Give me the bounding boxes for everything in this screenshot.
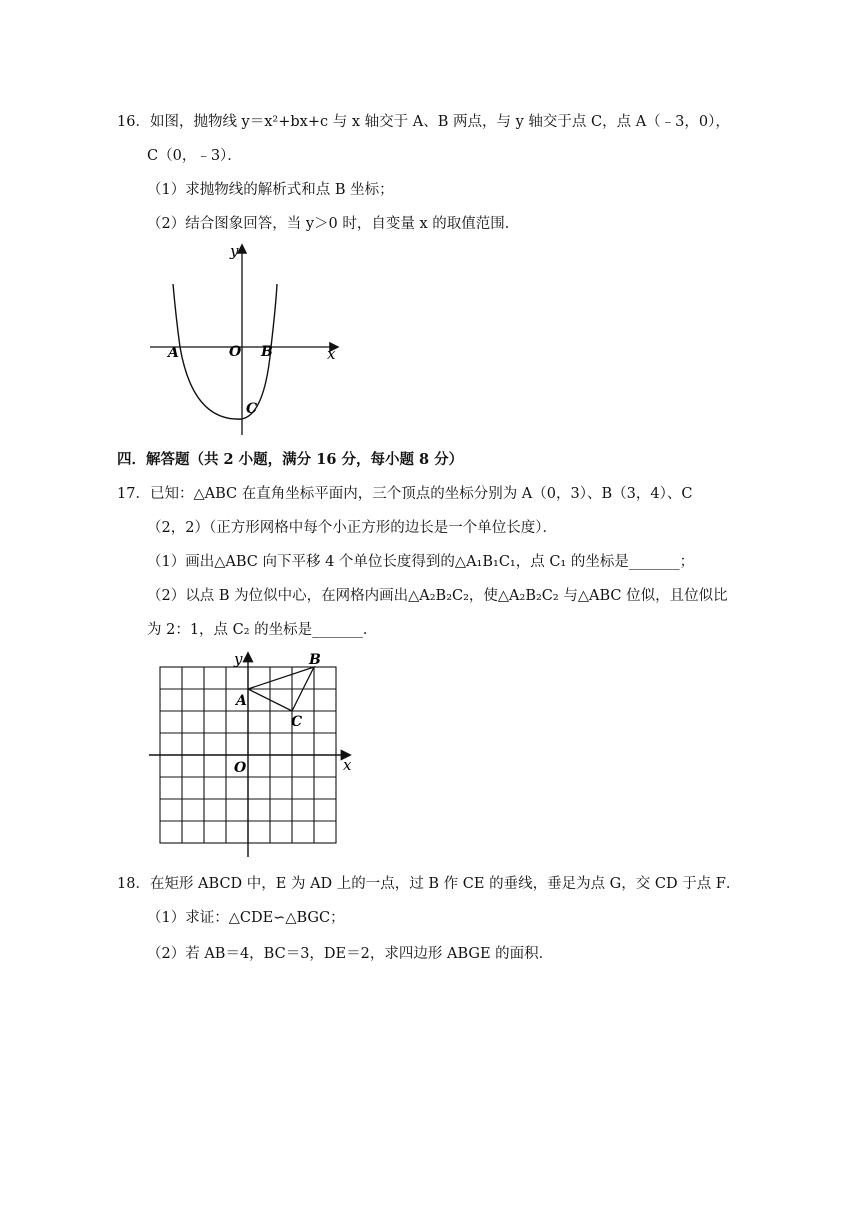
grid-figure (145, 646, 360, 862)
section-heading: 四．解答题（共 2 小题，满分 16 分，每小题 8 分） (117, 451, 464, 468)
q17-part2-line2: 为 2：1，点 C₂ 的坐标是_______． (147, 622, 378, 638)
q16-part2: （2）结合图象回答，当 y＞0 时，自变量 x 的取值范围． (147, 216, 520, 232)
point-c-label: C (246, 401, 258, 417)
origin-label: O (229, 344, 242, 360)
q16-stem-line1: 16．如图，抛物线 y＝x²+bx+c 与 x 轴交于 A、B 两点，与 y 轴交于点 C，点 A（﹣3，0）， (117, 114, 730, 130)
parabola-figure (145, 238, 355, 438)
x-axis-label: x (327, 345, 336, 363)
x-axis-label: x (343, 756, 352, 774)
q17-stem-line1: 17．已知：△ABC 在直角坐标平面内，三个顶点的坐标分别为 A（0，3）、B（3，4）、C (117, 486, 693, 502)
point-b-label: B (309, 652, 321, 668)
point-a-label: A (168, 345, 179, 361)
q16-part1: （1）求抛物线的解析式和点 B 坐标； (147, 182, 394, 198)
y-axis-label: y (234, 650, 243, 668)
origin-label: O (234, 760, 247, 776)
point-b-label: B (261, 344, 273, 360)
q16-stem-line2: C（0，﹣3）． (147, 148, 242, 164)
point-a-label: A (236, 693, 247, 709)
point-c-label: C (291, 714, 303, 730)
q17-part2-line1: （2）以点 B 为位似中心，在网格内画出△A₂B₂C₂，使△A₂B₂C₂ 与△ABC 位似，且位似比 (147, 588, 728, 604)
q18-part2: （2）若 AB＝4，BC＝3，DE＝2，求四边形 ABGE 的面积． (147, 946, 554, 962)
q18-stem: 18．在矩形 ABCD 中，E 为 AD 上的一点，过 B 作 CE 的垂线，垂足为点 G，交 CD 于点 F． (117, 876, 741, 892)
q17-stem-line2: （2，2）（正方形网格中每个小正方形的边长是一个单位长度）． (147, 520, 557, 536)
q18-part1: （1）求证：△CDE∽△BGC； (147, 910, 345, 926)
y-axis-label: y (230, 242, 239, 260)
q17-part1: （1）画出△ABC 向下平移 4 个单位长度得到的△A₁B₁C₁，点 C₁ 的坐标是_______； (147, 554, 695, 570)
